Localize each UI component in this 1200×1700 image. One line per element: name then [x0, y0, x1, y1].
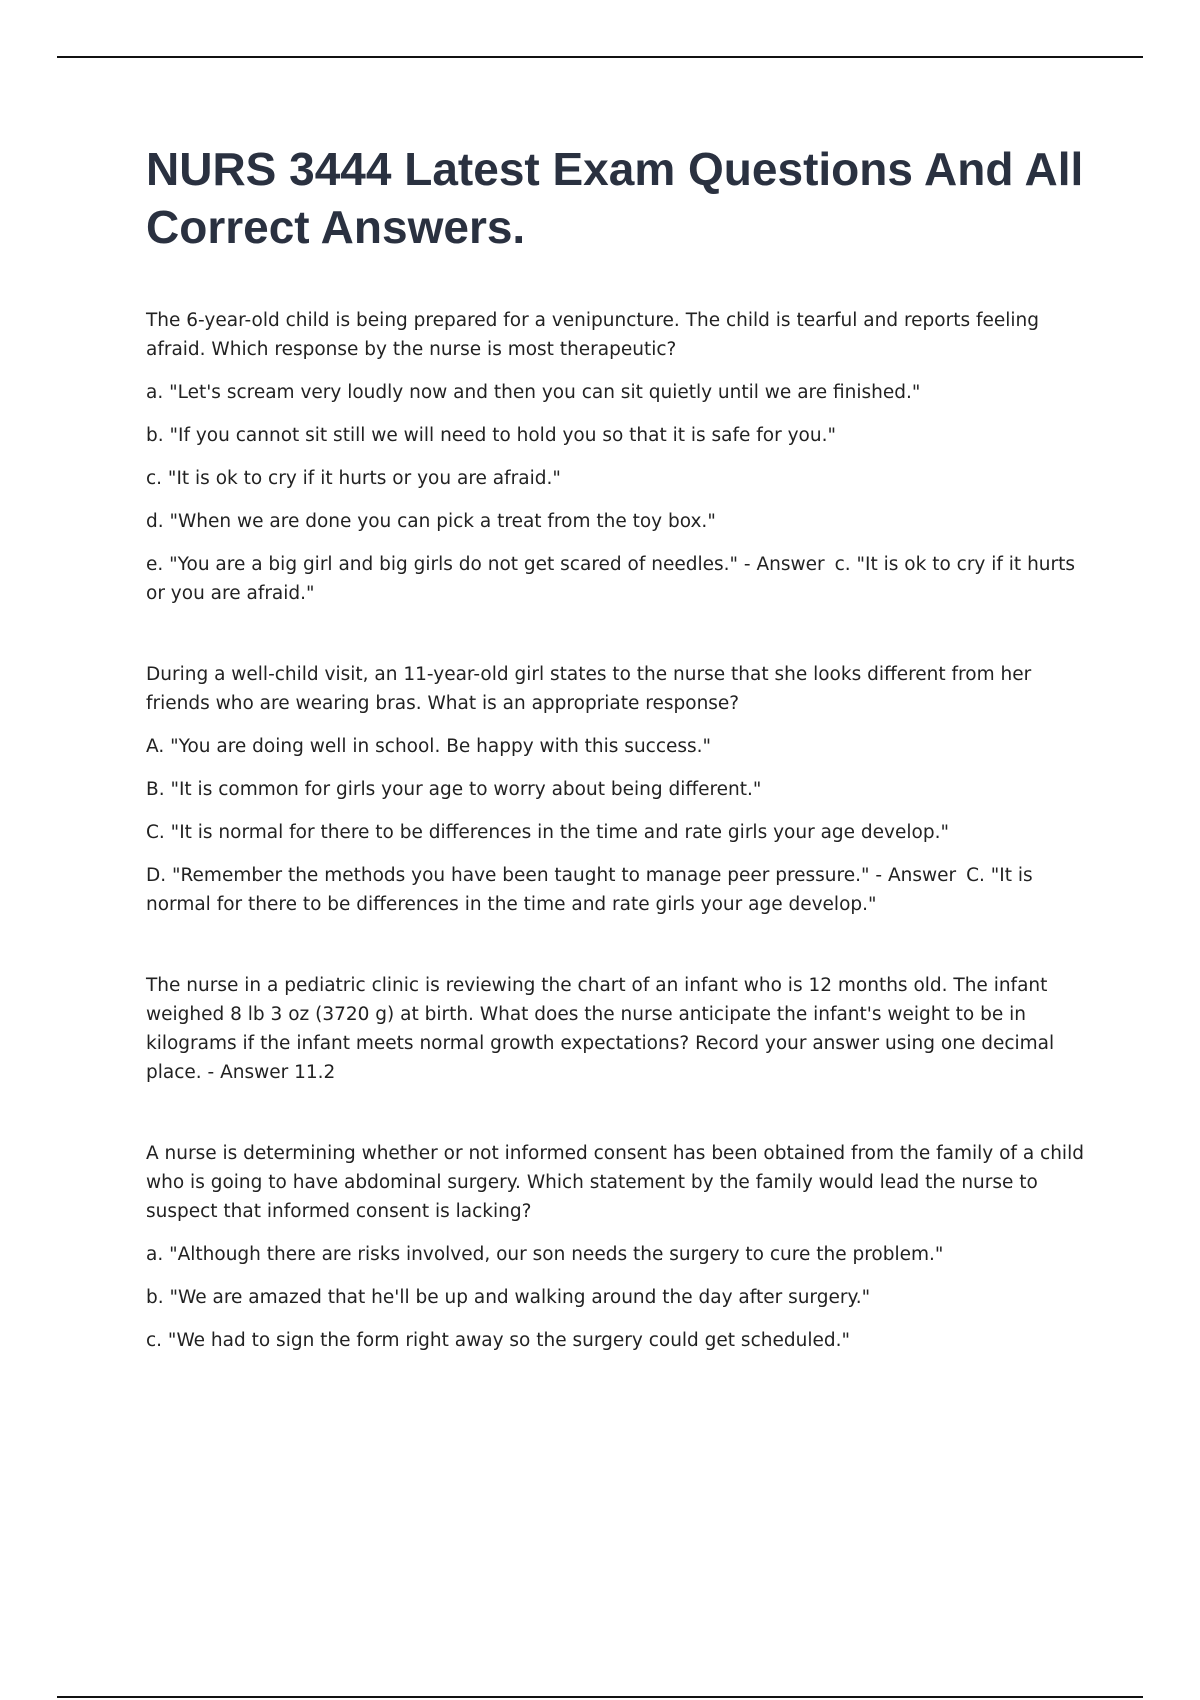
answer-option: A. "You are doing well in school. Be happy with this success.": [146, 736, 712, 757]
correct-answer: C. "It is normal for there to be differences in the time and rate girls your age develop.": [146, 865, 1033, 915]
answer-option-with-answer: [146, 861, 1086, 919]
answer-option: c. "We had to sign the form right away so the surgery could get scheduled.": [146, 1330, 850, 1351]
question-block-2: [146, 660, 1086, 919]
question-block-4: [146, 1139, 1086, 1355]
answer-option: D. "Remember the methods you have been taught to manage peer pressure." - Answer: [146, 865, 957, 886]
header-rule: [57, 56, 1143, 58]
question-stem: The 6-year-old child is being prepared for a venipuncture. The child is tearful and reports feeling afraid. Which response by the nurse is most therapeutic?: [146, 310, 1040, 360]
question-stem: During a well-child visit, an 11-year-old girl states to the nurse that she looks different from her friends who are wearing bras. What is an appropriate response?: [146, 664, 1032, 714]
answer-option: b. "We are amazed that he'll be up and walking around the day after surgery.": [146, 1287, 871, 1308]
answer-option: d. "When we are done you can pick a treat from the toy box.": [146, 511, 716, 532]
question-stem: The nurse in a pediatric clinic is reviewing the chart of an infant who is 12 months old. The infant weighed 8 lb 3 oz (3720 g) at birth. What does the nurse anticipate the infant's weight to be in kilograms if the infant meets normal growth expectations? Record your answer using one decimal place. - Answer: [146, 975, 1055, 1083]
document-body: [146, 140, 1086, 1407]
question-stem: A nurse is determining whether or not informed consent has been obtained from the family of a child who is going to have abdominal surgery. Which statement by the family would lead the nurse to suspect that informed consent is lacking?: [146, 1143, 1084, 1222]
answer-option-with-answer: [146, 550, 1086, 608]
answer-option: c. "It is ok to cry if it hurts or you are afraid.": [146, 468, 561, 489]
footer-rule: [57, 1696, 1143, 1698]
question-stem-with-answer: [146, 971, 1086, 1087]
answer-option: C. "It is normal for there to be differences in the time and rate girls your age develop.": [146, 822, 949, 843]
answer-option: e. "You are a big girl and big girls do not get scared of needles." - Answer: [146, 554, 825, 575]
answer-option: a. "Although there are risks involved, our son needs the surgery to cure the problem.": [146, 1244, 944, 1265]
answer-option: B. "It is common for girls your age to worry about being different.": [146, 779, 762, 800]
correct-answer: 11.2: [294, 1062, 336, 1083]
document-title: NURS 3444 Latest Exam Questions And All Correct Answers.: [146, 143, 1084, 253]
answer-option: b. "If you cannot sit still we will need to hold you so that it is safe for you.": [146, 425, 836, 446]
question-block-3: [146, 971, 1086, 1087]
answer-option: a. "Let's scream very loudly now and then you can sit quietly until we are finished.": [146, 382, 921, 403]
correct-answer: c. "It is ok to cry if it hurts or you are afraid.": [146, 554, 1076, 604]
question-block-1: [146, 306, 1086, 608]
